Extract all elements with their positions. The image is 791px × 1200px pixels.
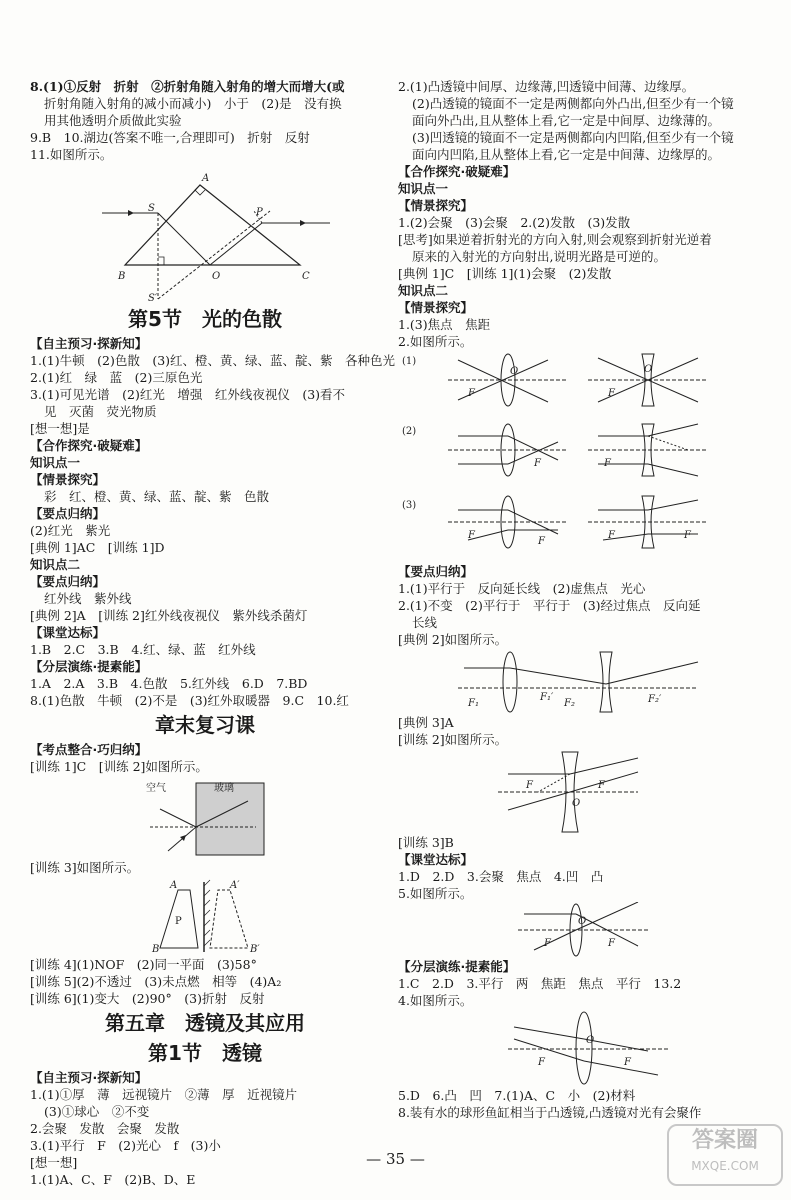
section-label: 【要点归纳】 [398,564,474,579]
text-line: 面向内凹陷,且从整体上看,它一定是中间薄、边缘厚的。 [412,147,720,162]
label-n1: (1) [402,356,417,367]
section-label: 【课堂达标】 [30,625,106,640]
label-a-prime: A′ [230,880,240,891]
text-line: 2.(1)红 绿 蓝 (2)三原色光 [30,370,203,385]
text-line: [典例 2]如图所示。 [398,632,508,647]
section-label: 【考点整合·巧归纳】 [30,742,148,757]
text-line: 1.(3)焦点 焦距 [398,317,491,332]
text-line: [典例 3]A [398,715,454,730]
text-line: [训练 6](1)变大 (2)90° (3)折射 反射 [30,991,265,1006]
label-o: O [212,271,221,282]
text-line: 1.D 2.D 3.会聚 焦点 4.凹 凸 [398,869,604,884]
convex-lens-figure-large [398,1009,768,1087]
plane-mirror-figure [30,876,380,956]
section-title: 第5节 光的色散 [128,307,282,331]
label-s: S [148,203,155,214]
left-column [30,78,396,1188]
label-f: F [544,938,551,949]
text-line: [训练 2]如图所示。 [398,732,508,747]
section-label: 【情景探究】 [398,198,474,213]
text-line: [训练 3]B [398,835,454,850]
label-f: F [534,458,541,469]
section-label: 【合作探究·破疑难】 [398,164,516,179]
section-label: 【合作探究·破疑难】 [30,438,148,453]
text-line: 原来的入射光的方向射出,说明光路是可逆的。 [412,249,666,264]
label-a: A [202,173,210,184]
section-label: 【要点归纳】 [30,506,106,521]
label-o: O [510,366,519,377]
label-o: O [586,1035,595,1046]
text-line: 1.(1)①厚 薄 远视镜片 ②薄 厚 近视镜片 [30,1087,298,1102]
label-c: C [302,271,310,282]
text-line: 1.B 2.C 3.B 4.红、绿、蓝 红外线 [30,642,256,657]
label-o: O [644,364,653,375]
text-line: [训练 3]如图所示。 [30,860,140,875]
label-f: F [468,530,475,541]
label-o: O [572,798,581,809]
label-p: P [256,207,263,218]
label-f: F [608,388,615,399]
prism-reflection-figure [30,163,380,303]
section-label: 【情景探究】 [30,472,106,487]
text-line: [训练 1]C [训练 2]如图所示。 [30,759,208,774]
label-f: F [598,780,605,791]
label-b: B [118,271,126,282]
label-f: F [538,536,545,547]
section-label: 【分层演练·提素能】 [398,959,516,974]
section-label: 【分层演练·提素能】 [30,659,148,674]
label-f: F [624,1057,631,1068]
label-s-prime: S′ [148,293,158,303]
label-f: F [684,530,691,541]
label-n3: (3) [402,500,417,511]
text-line: 2.(1)凸透镜中间厚、边缘薄,凹透镜中间薄、边缘厚。 [398,79,695,94]
text-line: (2)凸透镜的镜面不一定是两侧都向外凸出,但至少有一个镜 [412,96,734,111]
text-line: 2.会聚 发散 会聚 发散 [30,1121,180,1136]
text-line: 8.(1)①反射 折射 ②折射角随入射角的增大而增大(或 [30,79,345,94]
label-f: F [604,458,611,469]
text-line: [想一想]是 [30,421,90,436]
text-line: 5.D 6.凸 凹 7.(1)A、C 小 (2)材料 [398,1088,636,1103]
label-f1-prime: F₁′ [540,692,554,703]
text-line: 3.(1)平行 F (2)光心 f (3)小 [30,1138,221,1153]
convex-lens-figure-small [398,902,768,958]
label-f2: F₂ [564,698,575,709]
text-line: 3.(1)可见光谱 (2)红光 增强 红外线夜视仪 (3)看不 [30,387,346,402]
label-f: F [608,938,615,949]
text-line: 2.(1)不变 (2)平行于 平行于 (3)经过焦点 反向延 [398,598,701,613]
text-line: 1.A 2.A 3.B 4.色散 5.红外线 6.D 7.BD [30,676,308,691]
label-b: B [152,944,160,955]
text-line: 1.(1)牛顿 (2)色散 (3)红、橙、黄、绿、蓝、靛、紫 各种色光 [30,353,396,368]
label-a: A [170,880,178,891]
label-b-prime: B′ [250,944,260,955]
text-line: 折射角随入射角的减小而减小) 小于 (2)是 没有换 [44,96,342,111]
section-title: 章末复习课 [155,713,255,737]
knowledge-point: 知识点二 [30,557,81,572]
text-line: (3)凹透镜的镜面不一定是两侧都向内凹陷,但至少有一个镜 [412,130,734,145]
page-number: — 35 — [366,1150,425,1168]
text-line: [思考]如果逆着折射光的方向入射,则会观察到折射光逆着 [398,232,712,247]
text-line: [典例 2]A [训练 2]红外线夜视仪 紫外线杀菌灯 [30,608,308,623]
text-line: 9.B 10.湖边(答案不唯一,合理即可) 折射 反射 [30,130,310,145]
text-line: 长线 [412,615,438,630]
text-line: 1.C 2.D 3.平行 两 焦距 焦点 平行 13.2 [398,976,682,991]
text-line: 2.如图所示。 [398,334,473,349]
section-label: 【课堂达标】 [398,852,474,867]
label-n2: (2) [402,426,417,437]
section-label: 【情景探究】 [398,300,474,315]
air-glass-figure [30,775,380,859]
knowledge-point: 知识点一 [30,455,81,470]
text-line: [训练 5](2)不透过 (3)未点燃 相等 (4)A₂ [30,974,282,989]
right-column [398,78,768,1121]
text-line: [典例 1]AC [训练 1]D [30,540,165,555]
text-line: 用其他透明介质做此实验 [44,113,182,128]
text-line: 面向外凸出,且从整体上看,它一定是中间厚、边缘薄的。 [412,113,720,128]
text-line: 8.(1)色散 牛顿 (2)不是 (3)红外取暖器 9.C 10.红 [30,693,349,708]
label-f1: F₁ [468,698,479,709]
text-line: 1.(1)A、C、F (2)B、D、E [30,1172,196,1187]
section-label: 【要点归纳】 [30,574,106,589]
label-f2-prime: F₂′ [648,694,662,705]
text-line: 见 灭菌 荧光物质 [44,404,157,419]
label-f: F [526,780,533,791]
knowledge-point: 知识点一 [398,181,449,196]
label-f: F [538,1057,545,1068]
chapter-title: 第五章 透镜及其应用 [105,1011,305,1035]
text-line: 4.如图所示。 [398,993,473,1008]
lens-ray-figures [398,350,768,563]
text-line: 8.装有水的球形鱼缸相当于凸透镜,凸透镜对光有会聚作 [398,1105,702,1120]
text-line: 1.(2)会聚 (3)会聚 2.(2)发散 (3)发散 [398,215,631,230]
text-line: 5.如图所示。 [398,886,473,901]
label-p: P [175,916,182,927]
text-line: [想一想] [30,1155,78,1170]
watermark-logo: 答案圈 MXQE.COM [667,1124,783,1186]
text-line: 1.(1)平行于 反向延长线 (2)虚焦点 光心 [398,581,646,596]
text-line: 红外线 紫外线 [44,591,132,606]
knowledge-point: 知识点二 [398,283,449,298]
text-line: [训练 4](1)NOF (2)同一平面 (3)58° [30,957,257,972]
section-title: 第1节 透镜 [148,1041,262,1065]
two-lens-figure [398,648,768,714]
text-line: 彩 红、橙、黄、绿、蓝、靛、紫 色散 [44,489,270,504]
section-label: 【自主预习·探新知】 [30,1070,148,1085]
text-line: 11.如图所示。 [30,147,113,162]
text-line: (3)①球心 ②不变 [44,1104,150,1119]
concave-lens-figure [398,748,768,834]
text-line: [典例 1]C [训练 1](1)会聚 (2)发散 [398,266,612,281]
label-air: 空气 [146,783,166,794]
section-label: 【自主预习·探新知】 [30,336,148,351]
label-f: F [608,530,615,541]
label-f: F [468,388,475,399]
label-o: O [578,916,587,927]
label-glass: 玻璃 [214,783,234,794]
text-line: (2)红光 紫光 [30,523,111,538]
